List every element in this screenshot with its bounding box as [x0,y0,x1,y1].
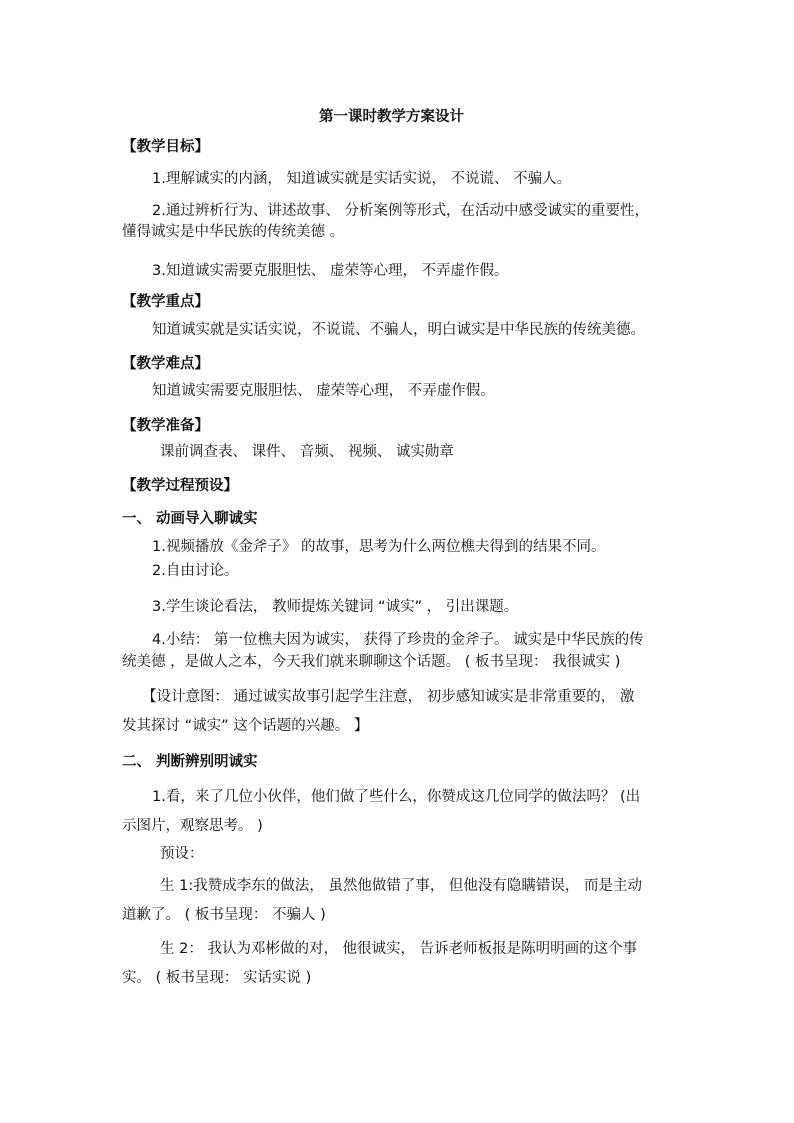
section-heading-prep: 【教学准备】 [122,418,209,434]
goal-item-2-continuation: 懂得诚实是中华民族的传统美德 。 [122,224,345,240]
part1-item-text: 小结： 第一位樵夫因为诚实， 获得了珍贵的金斧子。 诚实是中华民族的传 [165,632,644,648]
goal-item-2 [152,201,649,221]
part1-item-number: 3. [152,599,166,615]
part1-item-number: 4. [152,632,166,648]
part1-item-text: 自由讨论。 [165,563,239,579]
difficulty-text: 知道诚实需要克服胆怯、 虚荣等心理， 不弄虚作假。 [152,383,495,399]
goal-item-number: 2. [152,203,166,219]
part1-item-number: 1. [152,539,166,555]
goal-item-text: 知道诚实需要克服胆怯、 虚荣等心理， 不弄虚作假。 [165,263,509,279]
part2-item-text: 看，来了几位小伙伴，他们做了些什么，你赞成这几位同学的做法吗？ (出 [165,789,641,805]
part1-item-1 [152,537,605,557]
part1-item-4-continuation: 统美德 ，是做人之本，今天我们就来聊聊这个话题。 ( 板书呈现： 我很诚实 ) [122,654,621,670]
student-2-line-2: 实。 ( 板书呈现： 实话实说 ) [122,970,312,986]
part2-heading: 二、 判断辨别明诚实 [122,754,258,770]
goal-item-number: 3. [152,263,166,279]
section-heading-goals: 【教学目标】 [122,139,209,155]
key-text: 知道诚实就是实话实说，不说谎、不骗人，明白诚实是中华民族的传统美德。 [152,322,645,338]
part1-item-3 [152,597,518,617]
student-1-line-1: 生 1:我赞成李东的做法， 虽然他做错了事， 但他没有隐瞒错误， 而是主动 [160,878,643,894]
document-title: 第一课时教学方案设计 [319,109,464,125]
goal-item-3 [152,261,509,281]
student-1-line-2: 道歉了。 ( 板书呈现： 不骗人 ) [122,907,326,923]
part1-heading: 一、 动画导入聊诚实 [122,511,258,527]
design-intent-line-1: 【设计意图： 通过诚实故事引起学生注意， 初步感知诚实是非常重要的， 激 [142,689,635,705]
part1-item-4 [152,630,644,650]
goal-item-text: 通过辨析行为、讲述故事、 分析案例等形式，在活动中感受诚实的重要性， [165,203,649,219]
part1-item-number: 2. [152,563,166,579]
goal-item-text: 理解诚实的内涵， 知道诚实就是实话实说， 不说谎、 不骗人。 [165,171,572,187]
part1-item-text: 视频播放《金斧子》 的故事，思考为什么两位樵夫得到的结果不同。 [165,539,606,555]
goal-item-number: 1. [152,171,166,187]
part1-item-2 [152,561,238,581]
section-heading-key: 【教学重点】 [122,294,209,310]
preset-label: 预设： [160,846,204,862]
prep-text: 课前调查表、 课件、 音频、 视频、 诚实勋章 [160,444,454,460]
part2-item-1-continuation: 示图片，观察思考。 ) [122,818,263,834]
student-2-line-1: 生 2： 我认为邓彬做的对， 他很诚实， 告诉老师板报是陈明明画的这个事 [160,941,638,957]
section-heading-process: 【教学过程预设】 [122,478,238,494]
part2-item-1 [152,787,640,807]
goal-item-1 [152,169,571,189]
section-heading-difficulty: 【教学难点】 [122,356,209,372]
part2-item-number: 1. [152,789,166,805]
part1-item-text: 学生谈论看法， 教师提炼关键词 “诚实” ， 引出课题。 [165,599,519,615]
design-intent-line-2: 发其探讨 “诚实” 这个话题的兴趣。 】 [122,718,369,734]
